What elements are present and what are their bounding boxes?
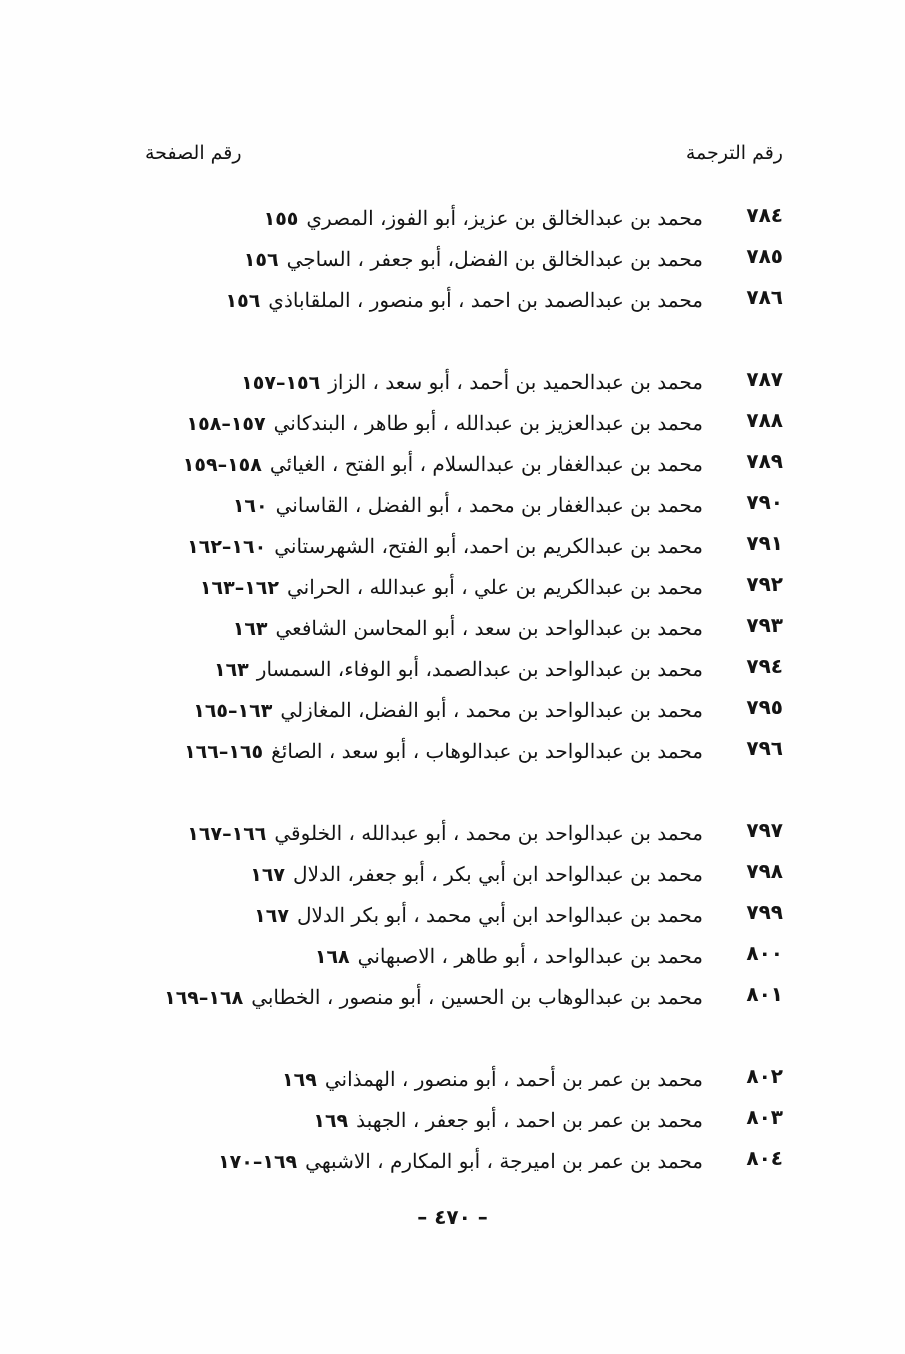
index-entry bbox=[0, 854, 905, 895]
entry-text bbox=[140, 1100, 703, 1141]
entry-number: ٧٩٥ bbox=[746, 695, 783, 719]
entry-number: ٧٩٤ bbox=[746, 654, 783, 678]
entry-pages: ١٥٦ bbox=[225, 290, 261, 312]
index-entry bbox=[0, 608, 905, 649]
index-entry bbox=[0, 1100, 905, 1141]
entry-text bbox=[140, 608, 703, 649]
index-entry bbox=[0, 526, 905, 567]
entry-pages: ١٥٧–١٥٨ bbox=[186, 413, 266, 435]
entry-number: ٧٩٢ bbox=[746, 572, 783, 596]
entry-number: ٧٩١ bbox=[746, 531, 783, 555]
entry-name: محمد بن عبدالخالق بن عزيز، أبو الفوز، المصري bbox=[306, 206, 703, 230]
index-entry bbox=[0, 813, 905, 854]
entry-name: محمد بن عبدالواحد بن محمد ، أبو الفضل، المغازلي bbox=[280, 698, 703, 722]
column-header-entry-number: رقم الترجمة bbox=[685, 142, 783, 164]
page-number: – ٤٧٠ – bbox=[417, 1205, 488, 1229]
entry-number: ٧٩٠ bbox=[746, 490, 783, 514]
entry-name: محمد بن عمر بن اميرجة ، أبو المكارم ، الاشبهي bbox=[305, 1149, 703, 1173]
entry-name: محمد بن عبدالكريم بن احمد، أبو الفتح، الشهرستاني bbox=[274, 534, 703, 558]
entry-number: ٧٨٧ bbox=[746, 367, 783, 391]
entry-pages: ١٦٣ bbox=[232, 618, 268, 640]
index-entry bbox=[0, 1059, 905, 1100]
entry-number: ٨٠٤ bbox=[746, 1146, 783, 1170]
entry-number: ٧٩٦ bbox=[746, 736, 783, 760]
entry-text bbox=[140, 403, 703, 444]
entry-pages: ١٦٢–١٦٣ bbox=[199, 577, 279, 599]
entry-name: محمد بن عبدالعزيز بن عبدالله ، أبو طاهر ، البندكاني bbox=[273, 411, 703, 435]
entry-pages: ١٦٧ bbox=[250, 864, 286, 886]
entry-pages: ١٦٥–١٦٦ bbox=[184, 741, 264, 763]
entry-name: محمد بن عمر بن أحمد ، أبو منصور ، الهمذاني bbox=[324, 1067, 703, 1091]
entry-text bbox=[140, 854, 703, 895]
entry-pages: ١٥٦–١٥٧ bbox=[241, 372, 321, 394]
index-entry bbox=[0, 444, 905, 485]
entry-name: محمد بن عمر بن احمد ، أبو جعفر ، الجهبذ bbox=[356, 1108, 703, 1132]
entry-text bbox=[140, 813, 703, 854]
column-header-page-number: رقم الصفحة bbox=[145, 142, 242, 164]
entry-pages: ١٦٩ bbox=[313, 1110, 349, 1132]
entry-text bbox=[140, 649, 703, 690]
index-entry bbox=[0, 649, 905, 690]
entry-number: ٧٨٤ bbox=[746, 203, 783, 227]
entry-pages: ١٦٨ bbox=[314, 946, 350, 968]
entry-name: محمد بن عبدالواحد بن محمد ، أبو عبدالله ، الخلوقي bbox=[274, 821, 703, 845]
entry-number: ٨٠٢ bbox=[746, 1064, 783, 1088]
entry-number: ٧٩٨ bbox=[746, 859, 783, 883]
entry-number: ٧٨٥ bbox=[746, 244, 783, 268]
entry-pages: ١٦٩–١٧٠ bbox=[218, 1151, 298, 1173]
entry-name: محمد بن عبدالواحد بن عبدالصمد، أبو الوفاء، السمسار bbox=[256, 657, 703, 681]
index-entry bbox=[0, 485, 905, 526]
entry-pages: ١٦٨–١٦٩ bbox=[164, 987, 244, 1009]
entry-number: ٧٩٩ bbox=[746, 900, 783, 924]
index-entry bbox=[0, 362, 905, 403]
entry-name: محمد بن عبدالواحد بن سعد ، أبو المحاسن الشافعي bbox=[275, 616, 703, 640]
entry-pages: ١٦٣ bbox=[213, 659, 249, 681]
entry-name: محمد بن عبدالحميد بن أحمد ، أبو سعد ، الزاز bbox=[328, 370, 703, 394]
entry-text bbox=[140, 731, 703, 772]
entry-name: محمد بن عبدالخالق بن الفضل، أبو جعفر ، الساجي bbox=[286, 247, 703, 271]
entry-name: محمد بن عبدالواحد ابن أبي محمد ، أبو بكر الدلال bbox=[296, 903, 703, 927]
entry-name: محمد بن عبدالواحد ، أبو طاهر ، الاصبهاني bbox=[357, 944, 703, 968]
entry-text bbox=[140, 485, 703, 526]
entry-text bbox=[140, 936, 703, 977]
entry-pages: ١٦٩ bbox=[282, 1069, 317, 1091]
entry-pages: ١٦٧ bbox=[254, 905, 289, 927]
index-entry bbox=[0, 895, 905, 936]
entry-number: ٨٠٠ bbox=[746, 941, 783, 965]
index-entry bbox=[0, 198, 905, 239]
entry-number: ٧٨٩ bbox=[746, 449, 783, 473]
entry-number: ٧٨٦ bbox=[746, 285, 783, 309]
entry-pages: ١٦٠ bbox=[232, 495, 268, 517]
entry-name: محمد بن عبدالكريم بن علي ، أبو عبدالله ، الحراني bbox=[287, 575, 703, 599]
entry-name: محمد بن عبدالصمد بن احمد ، أبو منصور ، الملقاباذي bbox=[268, 288, 703, 312]
entry-text bbox=[140, 567, 703, 608]
entry-number: ٨٠٣ bbox=[746, 1105, 783, 1129]
entry-number: ٧٩٧ bbox=[746, 818, 783, 842]
index-entry bbox=[0, 1141, 905, 1182]
entry-name: محمد بن عبدالواحد ابن أبي بكر ، أبو جعفر، الدلال bbox=[293, 862, 703, 886]
entry-text bbox=[140, 239, 703, 280]
entry-name: محمد بن عبدالغفار بن محمد ، أبو الفضل ، القاساني bbox=[275, 493, 703, 517]
index-list bbox=[0, 198, 905, 1182]
index-entry bbox=[0, 977, 905, 1059]
entry-text bbox=[140, 444, 703, 485]
entry-pages: ١٦٠–١٦٢ bbox=[187, 536, 267, 558]
entry-pages: ١٦٣–١٦٥ bbox=[193, 700, 273, 722]
entry-name: محمد بن عبدالوهاب بن الحسين ، أبو منصور ، الخطابي bbox=[251, 985, 703, 1009]
entry-number: ٨٠١ bbox=[746, 982, 783, 1006]
entry-text bbox=[140, 690, 703, 731]
entry-number: ٧٨٨ bbox=[746, 408, 783, 432]
index-entry bbox=[0, 280, 905, 362]
entry-text bbox=[140, 198, 703, 239]
index-entry bbox=[0, 936, 905, 977]
entry-text bbox=[140, 1059, 703, 1100]
index-entry bbox=[0, 403, 905, 444]
index-entry bbox=[0, 567, 905, 608]
index-entry bbox=[0, 690, 905, 731]
entry-name: محمد بن عبدالغفار بن عبدالسلام ، أبو الفتح ، الغيائي bbox=[269, 452, 703, 476]
entry-pages: ١٦٦–١٦٧ bbox=[187, 823, 267, 845]
entry-pages: ١٥٥ bbox=[263, 208, 299, 230]
index-entry bbox=[0, 239, 905, 280]
index-entry bbox=[0, 731, 905, 813]
entry-name: محمد بن عبدالواحد بن عبدالوهاب ، أبو سعد ، الصائغ bbox=[271, 739, 703, 763]
entry-pages: ١٥٦ bbox=[243, 249, 279, 271]
entry-text bbox=[140, 1141, 703, 1182]
entry-pages: ١٥٨–١٥٩ bbox=[182, 454, 262, 476]
entry-text bbox=[140, 280, 703, 321]
entry-text bbox=[140, 895, 703, 936]
entry-text bbox=[140, 362, 703, 403]
entry-number: ٧٩٣ bbox=[746, 613, 783, 637]
entry-text bbox=[140, 526, 703, 567]
entry-text bbox=[140, 977, 703, 1018]
